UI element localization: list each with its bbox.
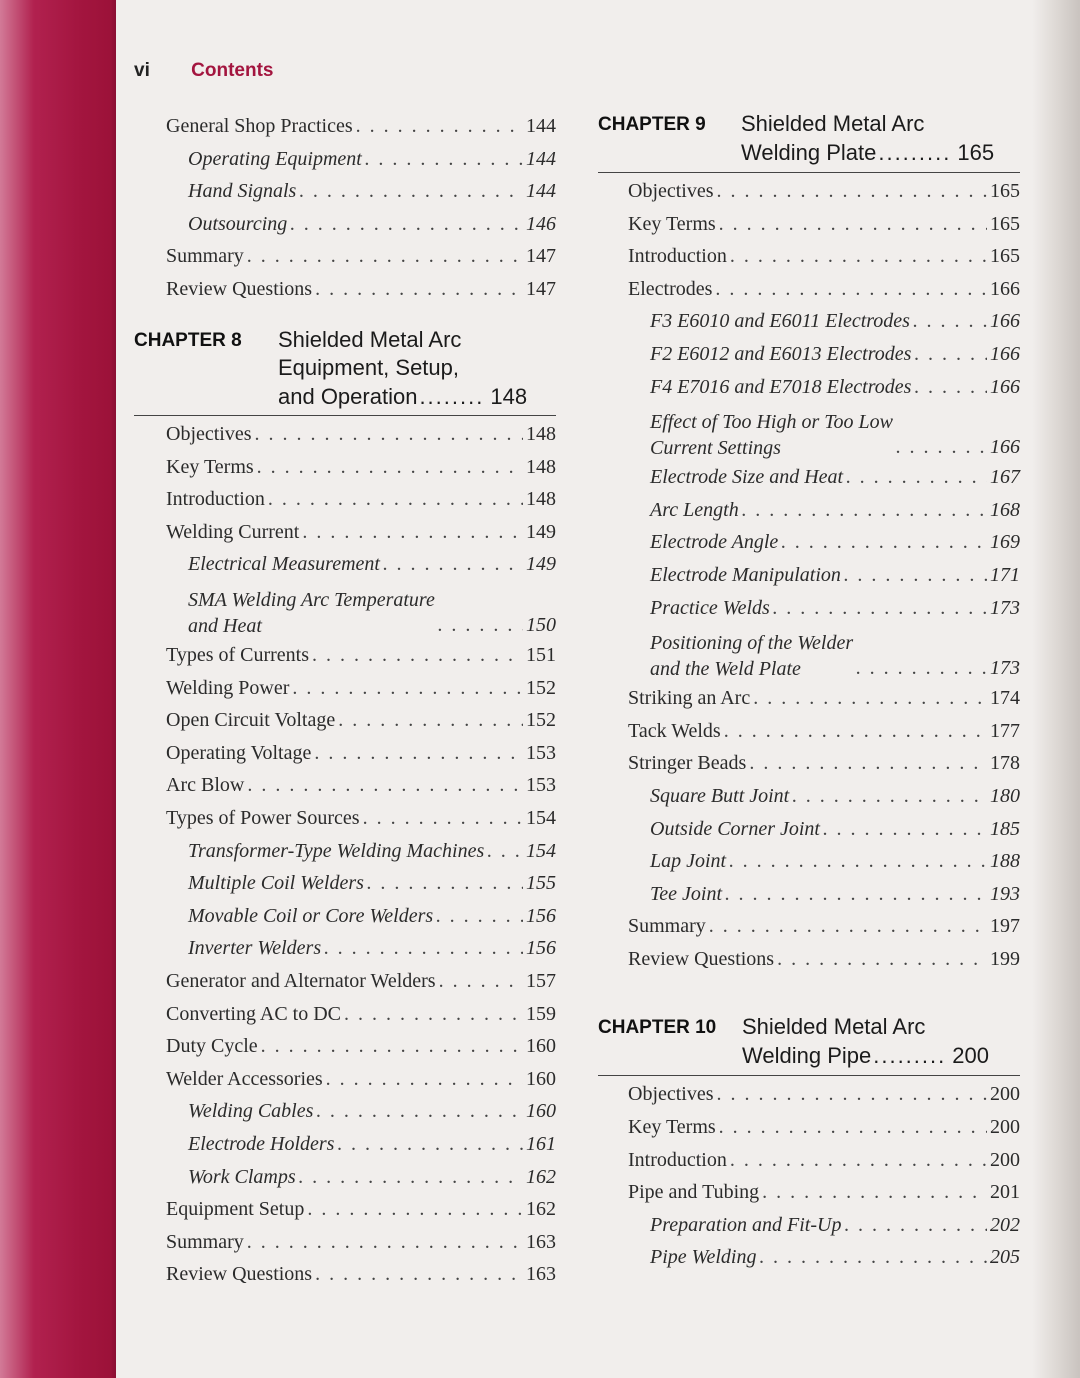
toc-entry[interactable] — [166, 418, 556, 451]
toc-entry-title: Key Terms — [628, 1116, 716, 1139]
leader-dots — [436, 900, 523, 933]
toc-entry[interactable] — [628, 780, 1020, 813]
toc-entry-title: Welding Cables — [188, 1100, 314, 1123]
toc-entry-page: 153 — [526, 774, 556, 797]
toc-entry-title-line: Current Settings — [650, 437, 781, 460]
toc-entry-page: 171 — [990, 563, 1020, 586]
leader-dots — [367, 867, 523, 900]
leader-dots — [326, 1063, 523, 1096]
toc-entry-title: Pipe and Tubing — [628, 1181, 760, 1204]
toc-entry-page: 149 — [526, 553, 556, 576]
toc-entry-title: F3 E6010 and E6011 Electrodes — [650, 310, 910, 333]
toc-entry-page: 200 — [990, 1116, 1020, 1139]
chapter-title-line: Welding Plate — [741, 139, 877, 165]
toc-group-left-top — [166, 110, 556, 306]
toc-entry[interactable] — [166, 1063, 556, 1096]
page-edge-shadow — [1032, 0, 1080, 1378]
leader-dots — [247, 769, 523, 802]
leader-dots — [247, 240, 523, 273]
toc-entry[interactable] — [166, 451, 556, 484]
toc-entry-title: Objectives — [628, 1083, 714, 1106]
toc-entry[interactable] — [628, 1078, 1020, 1111]
toc-entry-page: 163 — [526, 1230, 556, 1253]
toc-entry-title: F4 E7016 and E7018 Electrodes — [650, 375, 912, 398]
toc-entry[interactable] — [628, 371, 1020, 404]
toc-entry-page: 161 — [526, 1132, 556, 1155]
toc-entry-page: 156 — [526, 937, 556, 960]
toc-entry-page: 185 — [990, 817, 1020, 840]
leader-dots — [709, 910, 987, 943]
toc-entry-title: Review Questions — [166, 277, 313, 300]
toc-entry-title: Review Questions — [166, 1263, 313, 1286]
toc-entry-title: Electrical Measurement — [188, 553, 380, 576]
toc-entry[interactable] — [628, 240, 1020, 273]
leader-dots — [487, 835, 523, 868]
toc-entry-page: 201 — [990, 1181, 1020, 1204]
toc-entry[interactable] — [166, 1030, 556, 1063]
toc-entry-page: 166 — [990, 277, 1020, 300]
toc-entry-title: Movable Coil or Core Welders — [188, 904, 434, 927]
toc-entry-page: 166 — [990, 310, 1020, 333]
chapter-page: 200 — [952, 1042, 989, 1068]
leader-dots — [896, 433, 987, 461]
toc-entry-page: 156 — [526, 904, 556, 927]
toc-entry[interactable] — [166, 639, 556, 672]
toc-entry-page: 173 — [990, 596, 1020, 619]
toc-entry-title: Equipment Setup — [166, 1198, 305, 1221]
toc-entry-title: Duty Cycle — [166, 1035, 258, 1058]
leader-dots — [914, 338, 987, 371]
toc-entry-title: Preparation and Fit-Up — [650, 1213, 842, 1236]
toc-entry[interactable] — [628, 845, 1020, 878]
toc-entry-title: Review Questions — [628, 947, 775, 970]
toc-entry-page: 166 — [990, 436, 1020, 459]
toc-entry[interactable] — [166, 704, 556, 737]
toc-entry[interactable] — [166, 273, 556, 306]
toc-entry[interactable] — [628, 208, 1020, 241]
toc-entry[interactable] — [628, 461, 1020, 494]
toc-entry-page: 154 — [526, 807, 556, 829]
toc-entry[interactable] — [166, 110, 556, 143]
toc-entry-page: 200 — [990, 1148, 1020, 1171]
leader-dots — [292, 672, 523, 705]
toc-entry-page: 148 — [526, 455, 556, 478]
toc-entry-title: Types of Currents — [166, 644, 310, 667]
leader-dots — [846, 461, 987, 494]
toc-entry-title-line: and the Weld Plate — [650, 658, 801, 681]
toc-entry-page: 153 — [526, 741, 556, 764]
leader-dots — [773, 592, 987, 625]
page-header — [134, 60, 273, 82]
toc-entry-page: 177 — [990, 719, 1020, 742]
toc-entry-page: 174 — [990, 687, 1020, 710]
leader-dots — [719, 1111, 987, 1144]
toc-entry[interactable] — [166, 516, 556, 549]
toc-entry[interactable] — [166, 835, 556, 868]
leader-dots — [749, 747, 987, 780]
leader-dots — [724, 715, 987, 748]
toc-entry[interactable] — [166, 143, 556, 176]
chapter-label: CHAPTER 10 — [598, 1017, 717, 1039]
page-number: vi — [134, 60, 150, 81]
toc-entry-title: Stringer Beads — [628, 752, 747, 775]
leader-dots — [730, 240, 987, 273]
leader-dots — [338, 704, 523, 737]
leader-dots — [717, 1078, 987, 1111]
toc-entry-title: Practice Welds — [650, 596, 770, 619]
toc-entry-page: 165 — [990, 180, 1020, 202]
toc-entry-page: 202 — [990, 1213, 1020, 1236]
toc-entry-title: Electrode Size and Heat — [650, 466, 844, 489]
toc-entry-title: Arc Blow — [166, 774, 245, 797]
leader-dots — [715, 273, 987, 306]
leader-dots — [759, 1241, 987, 1274]
toc-entry-title-line: and Heat — [188, 615, 262, 638]
toc-entry-title-line: Positioning of the Welder — [650, 632, 854, 655]
toc-entry[interactable] — [628, 715, 1020, 748]
chapter-label: CHAPTER 8 — [134, 329, 242, 351]
toc-entry-title: Introduction — [166, 488, 265, 511]
chapter-title-line: Shielded Metal Arc — [742, 1014, 926, 1040]
leader-dots — [439, 965, 523, 998]
toc-entry-title: Work Clamps — [188, 1165, 296, 1188]
leader-dots — [299, 175, 523, 208]
toc-entry[interactable] — [166, 483, 556, 516]
leader-dots — [363, 802, 523, 835]
toc-entry-page: 173 — [990, 657, 1020, 680]
leader-dots — [781, 526, 987, 559]
toc-entry-page: 147 — [526, 245, 556, 268]
toc-entry-title: Operating Equipment — [188, 147, 362, 170]
toc-entry-title: Introduction — [628, 1148, 727, 1171]
toc-entry-page: 149 — [526, 520, 556, 543]
toc-entry-title: Operating Voltage — [166, 741, 312, 764]
leader-dots — [290, 208, 523, 241]
leader-dots — [312, 639, 523, 672]
toc-entry-title: F2 E6012 and E6013 Electrodes — [650, 342, 912, 365]
toc-entry-title: Electrode Holders — [188, 1132, 335, 1155]
leader-dots — [257, 451, 523, 484]
toc-entry-title — [650, 405, 893, 461]
toc-entry-page: 180 — [990, 784, 1020, 807]
toc-entry-title: Outsourcing — [188, 212, 288, 235]
leader-dots — [856, 654, 987, 682]
toc-entry[interactable] — [166, 802, 556, 835]
toc-entry-title: Objectives — [166, 423, 252, 446]
toc-entry-title: Welder Accessories — [166, 1067, 323, 1090]
toc-entry-page: 160 — [526, 1067, 556, 1090]
leader-dots — [729, 845, 987, 878]
leader-dots: ......... — [873, 1042, 947, 1068]
leader-dots — [255, 418, 523, 451]
toc-entry[interactable] — [166, 581, 556, 639]
leader-dots — [914, 371, 987, 404]
leader-dots — [717, 175, 987, 208]
toc-entry-page: 148 — [526, 488, 556, 511]
toc-entry-title: Welding Current — [166, 520, 300, 543]
toc-entry-title: Inverter Welders — [188, 937, 322, 960]
toc-entry[interactable] — [166, 1128, 556, 1161]
leader-dots — [247, 1226, 523, 1259]
toc-entry-title: Arc Length — [650, 498, 739, 521]
toc-entry[interactable] — [166, 548, 556, 581]
toc-entry[interactable] — [166, 240, 556, 273]
toc-entry-page: 165 — [990, 212, 1020, 235]
leader-dots — [762, 1176, 987, 1209]
toc-group-chapter-10 — [628, 1078, 1020, 1274]
toc-entry-page: 154 — [526, 839, 556, 862]
toc-group-chapter-9 — [628, 175, 1020, 975]
toc-entry[interactable] — [628, 403, 1020, 461]
toc-entry-page: 155 — [526, 872, 556, 895]
toc-entry-page: 188 — [990, 850, 1020, 873]
toc-entry[interactable] — [628, 526, 1020, 559]
chapter-title-line: Shielded Metal Arc — [278, 326, 462, 352]
toc-entry[interactable] — [628, 878, 1020, 911]
toc-entry-page: 147 — [526, 277, 556, 300]
leader-dots — [913, 305, 987, 338]
leader-dots — [344, 998, 523, 1031]
leader-dots — [730, 1144, 987, 1177]
leader-dots — [337, 1128, 523, 1161]
toc-entry[interactable] — [166, 737, 556, 770]
toc-entry-page: 168 — [990, 498, 1020, 521]
chapter-title-line: Shielded Metal Arc — [741, 111, 925, 136]
toc-entry-page: 159 — [526, 1002, 556, 1025]
toc-entry-title: Generator and Alternator Welders — [166, 969, 436, 992]
leader-dots — [844, 1209, 987, 1242]
toc-entry-page: 144 — [526, 115, 556, 137]
toc-entry[interactable] — [628, 175, 1020, 208]
toc-entry[interactable] — [166, 867, 556, 900]
toc-entry-page: 146 — [526, 212, 556, 235]
toc-entry-page: 144 — [526, 180, 556, 203]
toc-entry[interactable] — [628, 592, 1020, 625]
toc-entry[interactable] — [628, 813, 1020, 846]
toc-entry-page: 162 — [526, 1198, 556, 1221]
toc-entry-title: Welding Power — [166, 676, 290, 699]
toc-entry[interactable] — [166, 998, 556, 1031]
toc-entry-page: 163 — [526, 1263, 556, 1286]
chapter-8-heading[interactable] — [134, 326, 556, 417]
chapter-page: 165 — [957, 139, 995, 165]
toc-entry-title: Hand Signals — [188, 180, 297, 203]
toc-group-chapter-8 — [166, 418, 556, 1291]
leader-dots — [365, 143, 523, 176]
toc-entry-title: Pipe Welding — [650, 1246, 757, 1269]
toc-entry-title: Summary — [166, 1230, 244, 1253]
leader-dots — [742, 494, 987, 527]
leader-dots — [777, 943, 987, 976]
leader-dots: ........ — [419, 383, 485, 409]
leader-dots — [438, 611, 523, 639]
leader-dots — [315, 273, 523, 306]
toc-entry-title-line: Effect of Too High or Too Low — [650, 411, 894, 434]
toc-entry-page: 166 — [990, 342, 1020, 365]
toc-entry[interactable] — [628, 305, 1020, 338]
toc-entry[interactable] — [628, 338, 1020, 371]
leader-dots — [823, 813, 987, 846]
toc-entry-page: 148 — [526, 423, 556, 446]
toc-entry[interactable] — [628, 1176, 1020, 1209]
toc-entry[interactable] — [166, 932, 556, 965]
left-column — [134, 110, 556, 1291]
toc-entry-title: Converting AC to DC — [166, 1002, 342, 1025]
toc-entry-page: 193 — [990, 882, 1020, 905]
toc-entry[interactable] — [628, 624, 1020, 682]
chapter-label: CHAPTER 9 — [598, 114, 706, 135]
toc-entry[interactable] — [166, 1193, 556, 1226]
toc-entry-title: Introduction — [628, 245, 727, 268]
leader-dots — [307, 1193, 523, 1226]
book-spine-band — [0, 0, 116, 1378]
toc-entry-title: Objectives — [628, 180, 714, 202]
toc-entry[interactable] — [628, 1241, 1020, 1274]
toc-entry[interactable] — [166, 672, 556, 705]
toc-entry-page: 152 — [526, 709, 556, 732]
toc-entry-page: 169 — [990, 531, 1020, 554]
chapter-10-heading[interactable] — [598, 1013, 1020, 1076]
toc-entry-title: Summary — [628, 915, 706, 938]
toc-entry[interactable] — [166, 965, 556, 998]
toc-entry-title: Square Butt Joint — [650, 784, 790, 807]
toc-entry-page: 151 — [526, 644, 556, 667]
leader-dots — [324, 932, 523, 965]
toc-entry-title: Striking an Arc — [628, 687, 751, 710]
toc-entry-title: Open Circuit Voltage — [166, 709, 336, 732]
toc-entry-page: 167 — [990, 466, 1020, 489]
leader-dots — [753, 682, 987, 715]
toc-entry[interactable] — [166, 175, 556, 208]
toc-entry-page: 144 — [526, 147, 556, 170]
toc-entry[interactable] — [628, 1111, 1020, 1144]
leader-dots — [725, 878, 987, 911]
chapter-title-line: Equipment, Setup, — [278, 355, 460, 381]
leader-dots — [844, 559, 987, 592]
toc-entry-title: Multiple Coil Welders — [188, 872, 364, 895]
toc-entry-page: 160 — [526, 1100, 556, 1123]
leader-dots — [299, 1161, 523, 1194]
toc-entry[interactable] — [628, 273, 1020, 306]
toc-entry-title: Electrode Angle — [650, 531, 779, 554]
toc-entry[interactable] — [628, 1209, 1020, 1242]
toc-entry[interactable] — [628, 943, 1020, 976]
leader-dots — [719, 208, 987, 241]
toc-entry[interactable] — [628, 559, 1020, 592]
leader-dots: ......... — [878, 139, 952, 165]
toc-entry-page: 178 — [990, 752, 1020, 775]
toc-entry-page: 150 — [526, 614, 556, 637]
toc-entry-page: 199 — [990, 947, 1020, 970]
toc-entry-title: Types of Power Sources — [166, 807, 360, 829]
running-title: Contents — [191, 60, 274, 81]
toc-entry-title — [188, 583, 435, 639]
chapter-9-heading[interactable] — [598, 110, 1020, 173]
toc-entry-title: Lap Joint — [650, 850, 727, 873]
leader-dots — [792, 780, 987, 813]
toc-entry-title: Tack Welds — [628, 719, 721, 742]
toc-entry-title-line: SMA Welding Arc Temperature — [188, 589, 435, 612]
toc-entry[interactable] — [628, 494, 1020, 527]
toc-entry-page: 152 — [526, 676, 556, 699]
toc-entry-title: Transformer-Type Welding Machines — [188, 839, 485, 862]
toc-entry-title: Key Terms — [166, 455, 254, 478]
leader-dots — [261, 1030, 523, 1063]
toc-entry-title: Key Terms — [628, 212, 716, 235]
leader-dots — [316, 1095, 523, 1128]
chapter-title-line: and Operation — [278, 383, 418, 409]
chapter-page: 148 — [490, 383, 528, 409]
toc-entry-page: 165 — [990, 245, 1020, 268]
toc-entry[interactable] — [166, 1226, 556, 1259]
toc-entry-page: 166 — [990, 375, 1020, 398]
toc-entry[interactable] — [166, 1095, 556, 1128]
toc-entry-page: 162 — [526, 1165, 556, 1188]
leader-dots — [383, 548, 523, 581]
toc-entry-page: 157 — [526, 969, 556, 992]
right-column — [598, 110, 1020, 1274]
toc-entry-title — [650, 626, 853, 682]
toc-entry-page: 197 — [990, 915, 1020, 938]
leader-dots — [314, 737, 523, 770]
toc-entry-title: Summary — [166, 245, 244, 268]
toc-entry[interactable] — [628, 1144, 1020, 1177]
toc-entry-title: Tee Joint — [650, 882, 723, 905]
leader-dots — [268, 483, 523, 516]
chapter-title-line: Welding Pipe — [742, 1042, 872, 1068]
toc-entry[interactable] — [628, 910, 1020, 943]
toc-entry[interactable] — [166, 1258, 556, 1291]
toc-entry-page: 205 — [990, 1246, 1020, 1269]
toc-entry-title: Outside Corner Joint — [650, 817, 820, 840]
toc-entry-page: 160 — [526, 1035, 556, 1058]
toc-entry-title: Electrode Manipulation — [650, 563, 841, 586]
toc-entry[interactable] — [166, 769, 556, 802]
toc-entry-title: General Shop Practices — [166, 115, 353, 137]
toc-entry[interactable] — [628, 682, 1020, 715]
leader-dots — [315, 1258, 523, 1291]
toc-entry-title: Electrodes — [628, 277, 713, 300]
leader-dots — [356, 110, 523, 143]
toc-entry[interactable] — [628, 747, 1020, 780]
leader-dots — [302, 516, 523, 549]
toc-entry[interactable] — [166, 208, 556, 241]
toc-entry[interactable] — [166, 1161, 556, 1194]
toc-entry-page: 200 — [990, 1083, 1020, 1106]
toc-entry[interactable] — [166, 900, 556, 933]
